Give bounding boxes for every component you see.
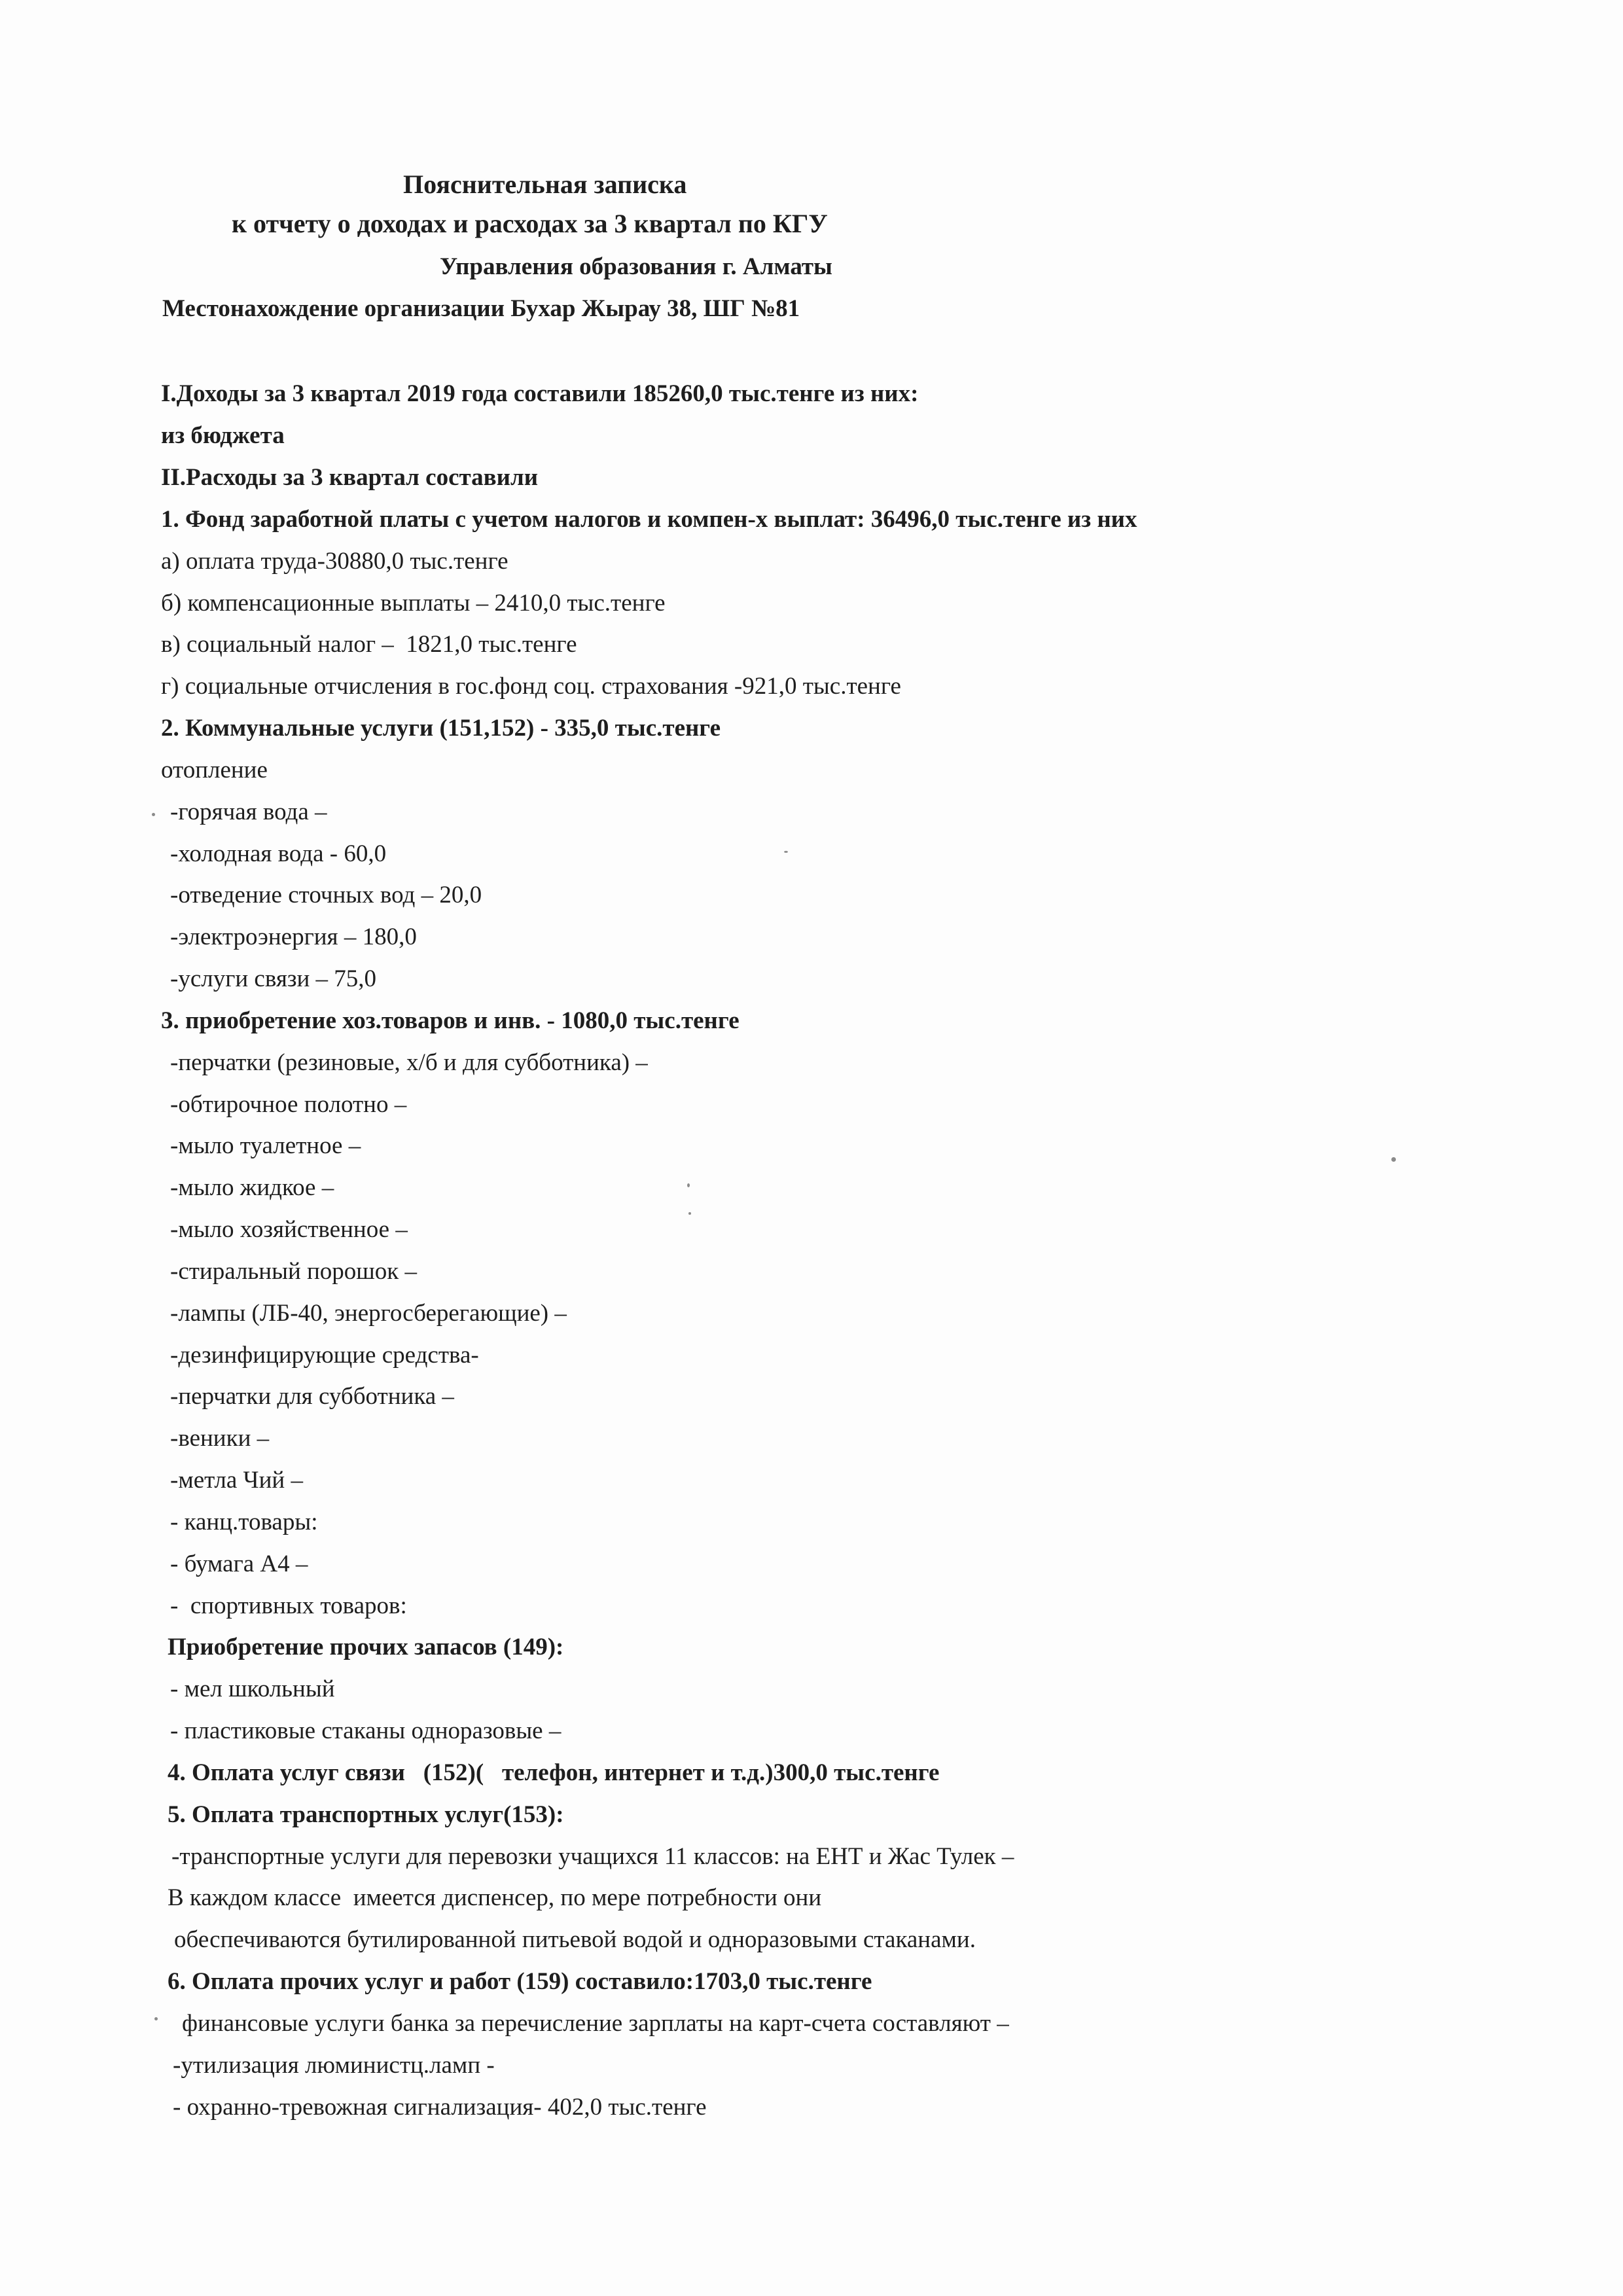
communication-heading: 4. Оплата услуг связи (152)( телефон, интернет и т.д.)300,0 тыс.тенге (168, 1759, 940, 1786)
scan-speck (687, 1183, 690, 1187)
list-item: - канц.товары: (170, 1509, 318, 1535)
list-item: - пластиковые стаканы одноразовые – (170, 1717, 562, 1744)
list-item: - мел школьный (170, 1676, 335, 1702)
list-item: - спортивных товаров: (170, 1592, 407, 1619)
list-item: -мыло туалетное – (170, 1132, 361, 1159)
list-item: обеспечиваются бутилированной питьевой водой и одноразовыми стаканами. (174, 1926, 976, 1953)
list-item: в) социальный налог – 1821,0 тыс.тенге (161, 631, 577, 658)
scan-speck (154, 2017, 158, 2020)
list-item: -услуги связи – 75,0 (170, 965, 377, 992)
other-services-heading: 6. Оплата прочих услуг и работ (159) составило:1703,0 тыс.тенге (168, 1968, 872, 1995)
expenses-heading: II.Расходы за 3 квартал составили (161, 464, 539, 491)
organization-location: Местонахождение организации Бухар Жырау 38, ШГ №81 (162, 295, 800, 322)
scan-speck (1391, 1157, 1396, 1162)
scan-speck (688, 1212, 691, 1215)
list-item: -мыло хозяйственное – (170, 1216, 408, 1243)
list-item: отопление (161, 757, 268, 783)
list-item: -мыло жидкое – (170, 1174, 334, 1201)
list-item: - охранно-тревожная сигнализация- 402,0 тыс.тенге (173, 2094, 707, 2121)
utilities-heading: 2. Коммунальные услуги (151,152) - 335,0 тыс.тенге (161, 715, 721, 742)
scan-speck (152, 813, 155, 816)
list-item: финансовые услуги банка за перечисление зарплаты на карт-счета составляют – (182, 2010, 1009, 2037)
list-item: -стиральный порошок – (170, 1258, 418, 1285)
transport-heading: 5. Оплата транспортных услуг(153): (168, 1801, 564, 1828)
list-item: а) оплата труда-30880,0 тыс.тенге (161, 548, 508, 575)
list-item: -метла Чий – (170, 1467, 303, 1494)
list-item: -электроэнергия – 180,0 (170, 924, 417, 950)
list-item: -обтирочное полотно – (170, 1091, 407, 1118)
list-item: - бумага А4 – (170, 1551, 308, 1577)
list-item: -дезинфицирующие средства- (170, 1342, 479, 1369)
organization-name: Управления образования г. Алматы (440, 253, 832, 280)
list-item: -утилизация люминистц.ламп - (173, 2052, 495, 2079)
scan-speck (784, 851, 788, 853)
list-item: -горячая вода – (170, 798, 327, 825)
list-item: В каждом классе имеется диспенсер, по мере потребности они (168, 1884, 822, 1911)
income-source: из бюджета (161, 422, 285, 449)
list-item: б) компенсационные выплаты – 2410,0 тыс.тенге (161, 590, 666, 617)
list-item: -лампы (ЛБ-40, энергосберегающие) – (170, 1300, 567, 1327)
household-goods-heading: 3. приобретение хоз.товаров и инв. - 1080,0 тыс.тенге (161, 1007, 740, 1034)
list-item: -перчатки для субботника – (170, 1383, 454, 1410)
other-supplies-heading: Приобретение прочих запасов (149): (168, 1634, 564, 1660)
list-item: -перчатки (резиновые, х/б и для субботника) – (170, 1049, 648, 1076)
income-heading: I.Доходы за 3 квартал 2019 года составили 185260,0 тыс.тенге из них: (161, 380, 919, 407)
page-subtitle: к отчету о доходах и расходах за 3 квартал по КГУ (232, 209, 828, 238)
list-item: -транспортные услуги для перевозки учащихся 11 классов: на ЕНТ и Жас Тулек – (171, 1843, 1014, 1870)
list-item: -холодная вода - 60,0 (170, 840, 387, 867)
salary-fund-heading: 1. Фонд заработной платы с учетом налогов и компен-х выплат: 36496,0 тыс.тенге из них (161, 506, 1137, 533)
list-item: -отведение сточных вод – 20,0 (170, 882, 482, 908)
page-title: Пояснительная записка (403, 170, 687, 199)
list-item: -веники – (170, 1425, 270, 1452)
list-item: г) социальные отчисления в гос.фонд соц. страхования -921,0 тыс.тенге (161, 673, 901, 700)
